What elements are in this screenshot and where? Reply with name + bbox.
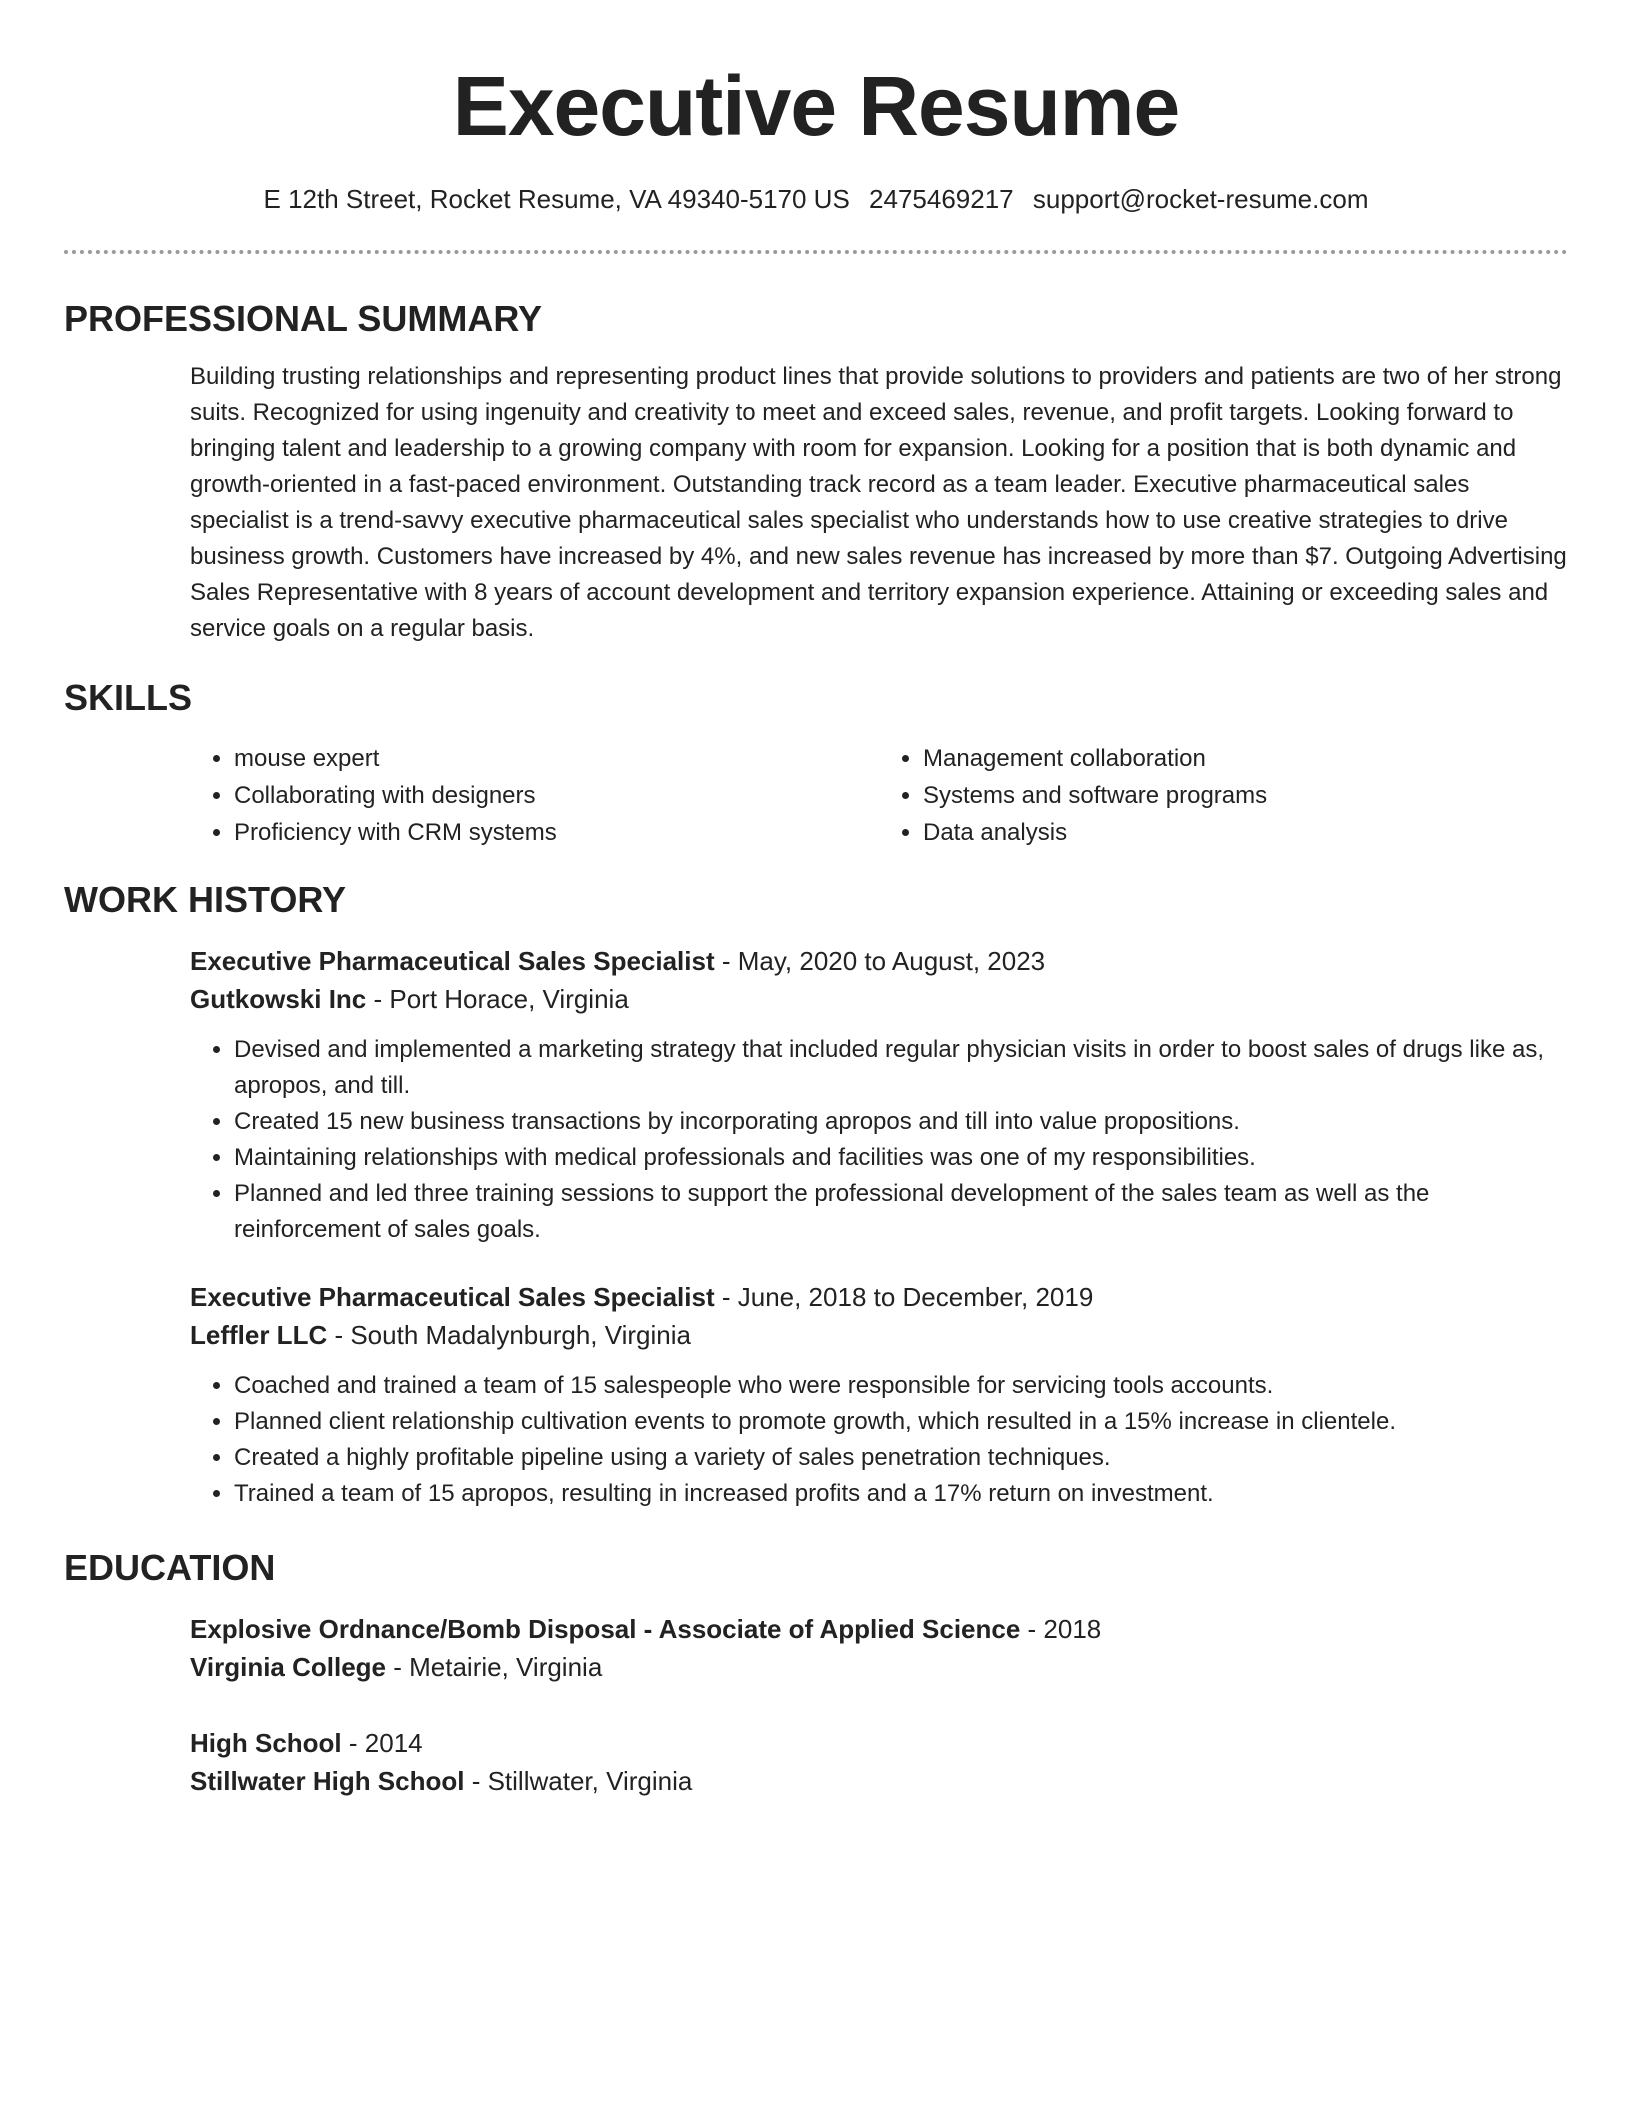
job-bullet: • Trained a team of 15 apropos, resulting in increased profits and a 17% return on investment.	[234, 1476, 1568, 1512]
education-degree-line	[190, 1610, 1568, 1648]
education-degree: High School	[190, 1728, 342, 1758]
job-dates: - May, 2020 to August, 2023	[714, 946, 1046, 976]
section-title: WORK HISTORY	[64, 879, 347, 920]
work-history-section	[64, 878, 1568, 1512]
skill-item: • Proficiency with CRM systems	[234, 814, 879, 851]
skills-column-left	[190, 740, 879, 851]
education-degree: Explosive Ordnance/Bomb Disposal - Associate of Applied Science	[190, 1614, 1021, 1644]
job-entry	[190, 942, 1568, 1248]
section-title: PROFESSIONAL SUMMARY	[64, 298, 543, 339]
job-bullet: • Planned client relationship cultivation events to promote growth, which resulted in a 15% increase in clientele.	[234, 1404, 1568, 1440]
job-entry	[190, 1278, 1568, 1512]
skills-section	[64, 676, 1568, 851]
job-company: Leffler LLC	[190, 1320, 328, 1350]
education-location: - Stillwater, Virginia	[464, 1766, 693, 1796]
contact-email: support@rocket-resume.com	[1032, 184, 1369, 214]
job-location: - South Madalynburgh, Virginia	[327, 1320, 691, 1350]
contact-address: E 12th Street, Rocket Resume, VA 49340-5170 US	[263, 184, 850, 214]
education-location: - Metairie, Virginia	[386, 1652, 603, 1682]
skill-item: • Management collaboration	[923, 740, 1568, 777]
job-role: Executive Pharmaceutical Sales Specialist	[190, 1282, 715, 1312]
skill-item: • Data analysis	[923, 814, 1568, 851]
section-title: EDUCATION	[64, 1547, 276, 1588]
job-bullet: • Devised and implemented a marketing strategy that included regular physician visits in order to boost sales of drugs like as, apropos, and till.	[234, 1032, 1568, 1104]
section-title: SKILLS	[64, 677, 193, 718]
job-bullets	[190, 1368, 1568, 1512]
job-role: Executive Pharmaceutical Sales Specialist	[190, 946, 715, 976]
skill-item: • Systems and software programs	[923, 777, 1568, 814]
education-year: - 2014	[341, 1728, 423, 1758]
job-bullets	[190, 1032, 1568, 1248]
contact-line	[0, 182, 1632, 216]
education-degree-line	[190, 1724, 1568, 1762]
job-bullet: • Maintaining relationships with medical professionals and facilities was one of my responsibilities.	[234, 1140, 1568, 1176]
job-company-line	[190, 980, 1568, 1018]
skills-grid	[190, 740, 1568, 851]
job-bullet: • Coached and trained a team of 15 salespeople who were responsible for servicing tools accounts.	[234, 1368, 1568, 1404]
education-year: - 2018	[1020, 1614, 1102, 1644]
education-school-line	[190, 1762, 1568, 1800]
job-bullet: • Planned and led three training sessions to support the professional development of the sales team as well as the reinforcement of sales goals.	[234, 1176, 1568, 1248]
contact-phone: 2475469217	[869, 184, 1014, 214]
education-section	[64, 1546, 1568, 1800]
education-school-line	[190, 1648, 1568, 1686]
job-title-line	[190, 1278, 1568, 1316]
skill-item: • Collaborating with designers	[234, 777, 879, 814]
education-entry	[190, 1724, 1568, 1800]
education-entry	[190, 1610, 1568, 1686]
skill-item: • mouse expert	[234, 740, 879, 777]
job-company: Gutkowski Inc	[190, 984, 367, 1014]
job-location: - Port Horace, Virginia	[366, 984, 629, 1014]
skills-column-right	[879, 740, 1568, 851]
job-title-line	[190, 942, 1568, 980]
education-school: Virginia College	[190, 1652, 387, 1682]
education-school: Stillwater High School	[190, 1766, 465, 1796]
summary-section	[64, 297, 1568, 647]
summary-text: Building trusting relationships and representing product lines that provide solutions to providers and patients are two of her strong suits. Recognized for using ingenuity and creativity to meet and exceed sales, revenue, and profit targets. Looking forward to bringing talent and leadership to a growing company with room for expansion. Looking for a position that is both dynamic and growth-oriented in a fast-paced environment. Outstanding track record as a team leader. Executive pharmaceutical sales specialist is a trend-savvy executive pharmaceutical sales specialist who understands how to use creative strategies to drive business growth. Customers have increased by 4%, and new sales revenue has increased by more than $7. Outgoing Advertising Sales Representative with 8 years of account development and territory expansion experience. Attaining or exceeding sales and service goals on a regular basis.	[190, 363, 1567, 642]
job-company-line	[190, 1316, 1568, 1354]
job-bullet: • Created a highly profitable pipeline using a variety of sales penetration techniques.	[234, 1440, 1568, 1476]
resume-name: Executive Resume	[452, 59, 1180, 153]
header-divider	[64, 250, 1568, 254]
job-dates: - June, 2018 to December, 2019	[714, 1282, 1094, 1312]
job-bullet: • Created 15 new business transactions by incorporating apropos and till into value propositions.	[234, 1104, 1568, 1140]
